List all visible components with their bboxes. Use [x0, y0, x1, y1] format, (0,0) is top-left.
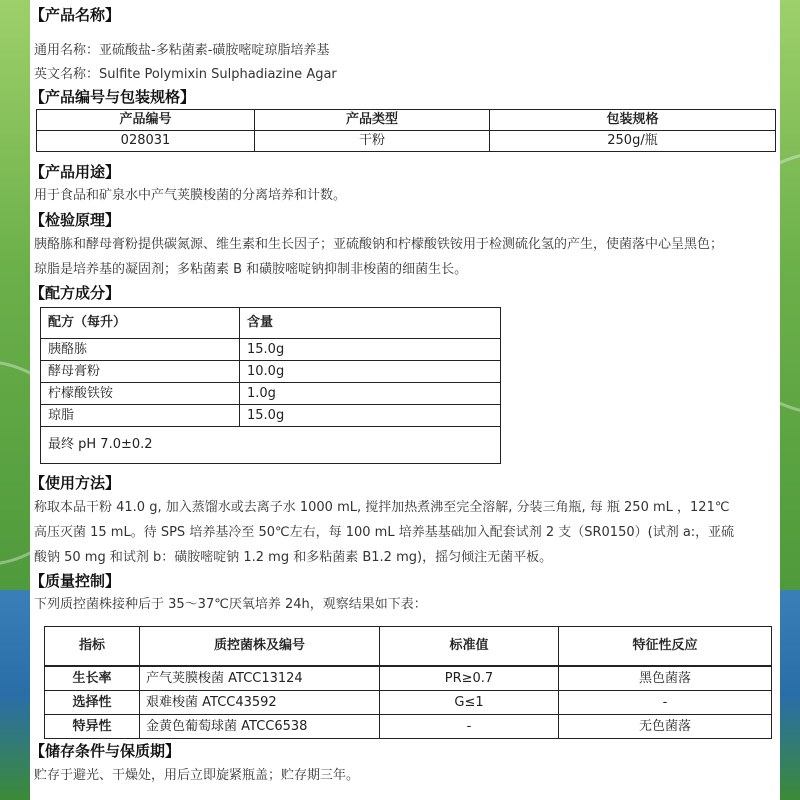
package-size-cell: 250g/瓶: [490, 131, 776, 152]
table-row: [41, 427, 501, 464]
reaction-cell: 无色菌落: [559, 715, 772, 739]
header-cell: 含量: [240, 308, 501, 339]
header-cell: 产品类型: [255, 110, 490, 131]
table-row: [41, 405, 501, 427]
header-cell: 产品编号: [37, 110, 255, 131]
indicator-cell: 选择性: [45, 691, 140, 715]
table-row: [41, 339, 501, 361]
amount-cell: 10.0g: [240, 361, 501, 383]
table-header-row: [37, 110, 776, 131]
amount-cell: 1.0g: [240, 383, 501, 405]
header-cell: 配方（每升）: [41, 308, 240, 339]
strain-cell: 产气荚膜梭菌 ATCC13124: [140, 666, 380, 691]
purpose-text: 用于食品和矿泉水中产气荚膜梭菌的分离培养和计数。: [34, 188, 347, 203]
table-row: [45, 715, 772, 739]
principle-line: 胰酪胨和酵母膏粉提供碳氮源、维生素和生长因子；亚硫酸钠和柠檬酸铁铵用于检测硫化氢的产生，使菌落中心呈黑色；: [34, 237, 724, 252]
ingredient-cell: 胰酪胨: [41, 339, 240, 361]
indicator-cell: 生长率: [45, 666, 140, 691]
table-header-row: [45, 627, 772, 667]
usage-line: 酸钠 50 mg 和试剂 b：磺胺嘧啶钠 1.2 mg 和多粘菌素 B1.2 mg)，摇匀倾注无菌平板。: [34, 550, 553, 565]
section-heading-principle: 【检验原理】: [30, 211, 121, 229]
strain-cell: 金黄色葡萄球菌 ATCC6538: [140, 715, 380, 739]
header-cell: 特征性反应: [559, 627, 772, 667]
ingredient-cell: 柠檬酸铁铵: [41, 383, 240, 405]
table-row: [41, 361, 501, 383]
table-row: [45, 666, 772, 691]
section-heading-storage: 【储存条件与保质期】: [30, 742, 181, 760]
table-row: [37, 131, 776, 152]
storage-text: 贮存于避光、干燥处，用后立即旋紧瓶盖；贮存期三年。: [34, 768, 360, 783]
section-heading-product-code: 【产品编号与包装规格】: [30, 88, 196, 106]
header-cell: 标准值: [380, 627, 559, 667]
standard-cell: PR≥0.7: [380, 666, 559, 691]
standard-cell: G≤1: [380, 691, 559, 715]
product-code-cell: 028031: [37, 131, 255, 152]
usage-line: 高压灭菌 15 mL。待 SPS 培养基冷至 50℃左右，每 100 mL 培养基基础加入配套试剂 2 支（SR0150）(试剂 a:，亚硫: [34, 525, 735, 540]
ingredient-cell: 琼脂: [41, 405, 240, 427]
reaction-cell: -: [559, 691, 772, 715]
standard-cell: -: [380, 715, 559, 739]
common-name-label: 通用名称：: [34, 43, 100, 58]
document-sheet: [30, 0, 780, 800]
reaction-cell: 黑色菌落: [559, 666, 772, 691]
product-type-cell: 干粉: [255, 131, 490, 152]
ingredient-cell: 酵母膏粉: [41, 361, 240, 383]
formula-table: [40, 307, 501, 464]
table-row: [45, 691, 772, 715]
header-cell: 包装规格: [490, 110, 776, 131]
common-name-line: [34, 42, 329, 60]
common-name-value: 亚硫酸盐-多粘菌素-磺胺嘧啶琼脂培养基: [99, 43, 330, 58]
final-ph-cell: 最终 pH 7.0±0.2: [41, 427, 501, 464]
english-name-value: Sulfite Polymixin Sulphadiazine Agar: [99, 67, 337, 82]
section-heading-usage: 【使用方法】: [30, 474, 121, 492]
header-cell: 指标: [45, 627, 140, 667]
english-name-label: 英文名称：: [34, 67, 100, 82]
amount-cell: 15.0g: [240, 339, 501, 361]
quality-intro: 下列质控菌株接种后于 35～37℃厌氧培养 24h，观察结果如下表：: [34, 597, 427, 612]
section-heading-formula: 【配方成分】: [30, 284, 121, 302]
section-heading-quality: 【质量控制】: [30, 572, 121, 590]
indicator-cell: 特异性: [45, 715, 140, 739]
section-heading-product-name: 【产品名称】: [30, 6, 121, 24]
table-row: [41, 383, 501, 405]
principle-line: 琼脂是培养基的凝固剂；多粘菌素 B 和磺胺嘧啶钠抑制非梭菌的细菌生长。: [34, 262, 468, 277]
usage-line: 称取本品干粉 41.0 g, 加入蒸馏水或去离子水 1000 mL, 搅拌加热煮沸至完全溶解, 分装三角瓶, 每 瓶 250 mL ，121℃: [34, 500, 730, 515]
section-heading-purpose: 【产品用途】: [30, 163, 121, 181]
table-header-row: [41, 308, 501, 339]
strain-cell: 艰难梭菌 ATCC43592: [140, 691, 380, 715]
amount-cell: 15.0g: [240, 405, 501, 427]
english-name-line: [34, 66, 337, 84]
packaging-table: [36, 109, 776, 152]
quality-control-table: [44, 626, 772, 739]
header-cell: 质控菌株及编号: [140, 627, 380, 667]
